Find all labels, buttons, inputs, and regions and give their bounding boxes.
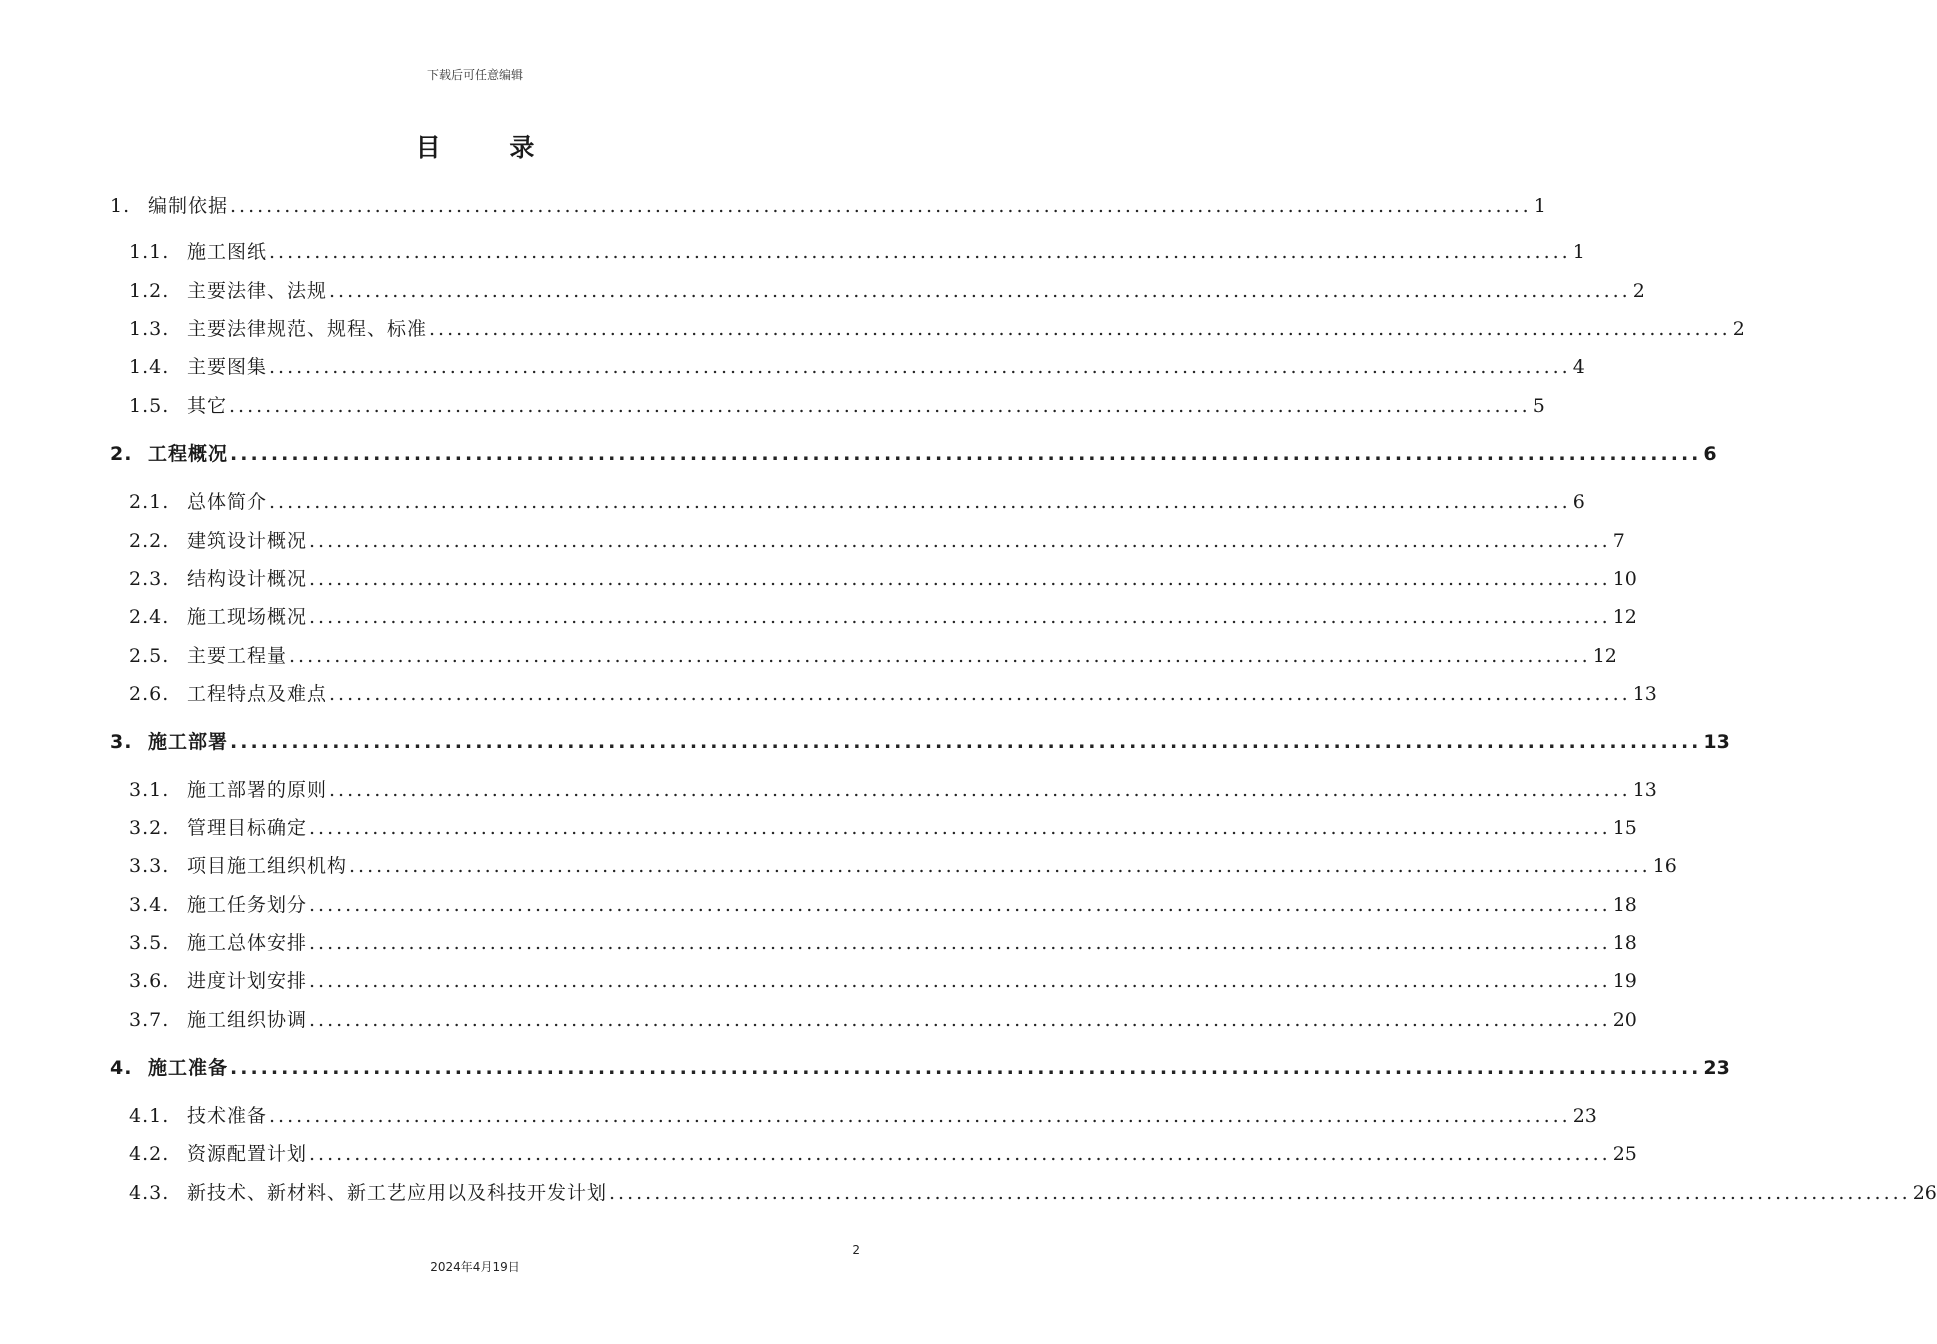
toc-entry[interactable] <box>129 277 1645 305</box>
toc-entry-title: 工程特点及难点 <box>187 683 328 705</box>
toc-entry-page: 19 <box>1612 970 1637 992</box>
toc-entry[interactable] <box>110 192 1546 220</box>
toc-entry-title: 施工部署的原则 <box>187 779 328 801</box>
toc-entry-title: 编制依据 <box>148 195 229 217</box>
toc-entry-number: 2.4. <box>129 606 170 628</box>
toc-entry-title: 施工组织协调 <box>187 1009 308 1031</box>
toc-entry-leader: ................................................................................................................................................ <box>429 318 1731 340</box>
toc-entry-page: 20 <box>1612 1009 1637 1031</box>
toc-entry[interactable] <box>129 392 1545 420</box>
toc-entry-number: 1.5. <box>129 395 170 417</box>
toc-entry[interactable] <box>129 776 1657 804</box>
toc-entry[interactable] <box>129 1179 1937 1207</box>
toc-entry-number: 1.1. <box>129 241 170 263</box>
toc-entry-number: 1.4. <box>129 356 170 378</box>
toc-entry-leader: ................................................................................................................................................ <box>349 855 1651 877</box>
toc-entry-leader: ................................................................................................................................................ <box>329 779 1631 801</box>
toc-title: 目 录 <box>415 133 565 162</box>
toc-entry[interactable] <box>129 315 1745 343</box>
toc-entry[interactable] <box>129 1140 1637 1168</box>
toc-entry-number: 3.1. <box>129 779 170 801</box>
toc-entry-leader: ................................................................................................................................................ <box>309 530 1611 552</box>
toc-entry-title: 施工总体安排 <box>187 932 308 954</box>
toc-entry-title: 施工任务划分 <box>187 894 308 916</box>
toc-entry-number: 4. <box>110 1057 133 1079</box>
toc-entry-leader: ................................................................................................................................................ <box>309 817 1611 839</box>
toc-entry-title: 项目施工组织机构 <box>187 855 348 877</box>
toc-entry[interactable] <box>129 642 1617 670</box>
toc-entry-page: 1 <box>1533 195 1546 217</box>
toc-entry-number: 3. <box>110 731 133 753</box>
toc-entry-leader: ................................................................................................................................................ <box>309 932 1611 954</box>
toc-entry-leader: ................................................................................................................................................ <box>229 395 1531 417</box>
toc-entry-page: 6 <box>1703 443 1717 465</box>
toc-entry-title: 新技术、新材料、新工艺应用以及科技开发计划 <box>187 1182 608 1204</box>
toc-entry-title: 主要工程量 <box>187 645 288 667</box>
toc-entry-title: 主要法律、法规 <box>187 280 328 302</box>
toc-entry-page: 15 <box>1612 817 1637 839</box>
toc-entry-number: 2.6. <box>129 683 170 705</box>
toc-entry-page: 18 <box>1612 932 1637 954</box>
toc-entry-page: 25 <box>1612 1143 1637 1165</box>
toc-entry[interactable] <box>110 440 1717 468</box>
toc-entry-page: 23 <box>1703 1057 1730 1079</box>
toc-entry-title: 管理目标确定 <box>187 817 308 839</box>
toc-entry-page: 26 <box>1912 1182 1937 1204</box>
toc-entry-page: 12 <box>1612 606 1637 628</box>
toc-entry-page: 4 <box>1572 356 1585 378</box>
toc-entry-title: 主要图集 <box>187 356 268 378</box>
toc-entry-title: 工程概况 <box>148 443 229 465</box>
toc-entry-number: 3.5. <box>129 932 170 954</box>
toc-entry[interactable] <box>110 728 1730 756</box>
toc-entry[interactable] <box>129 814 1637 842</box>
toc-entry-page: 2 <box>1732 318 1745 340</box>
toc-entry-number: 4.2. <box>129 1143 170 1165</box>
toc-entry-page: 13 <box>1632 683 1657 705</box>
toc-entry-leader: ................................................................................................................................................ <box>609 1182 1911 1204</box>
toc-entry-page: 13 <box>1703 731 1730 753</box>
toc-entry-leader: ................................................................................................................................................ <box>269 241 1571 263</box>
toc-entry-number: 3.6. <box>129 970 170 992</box>
toc-entry-title: 资源配置计划 <box>187 1143 308 1165</box>
toc-entry[interactable] <box>129 1006 1637 1034</box>
header-note: 下载后可任意编辑 <box>426 68 523 82</box>
toc-entry-page: 2 <box>1632 280 1645 302</box>
toc-entry-leader: ................................................................................................................................................ <box>230 195 1532 217</box>
toc-entry[interactable] <box>129 852 1677 880</box>
footer-date: 2024年4月19日 <box>430 1260 520 1274</box>
toc-entry-page: 5 <box>1532 395 1545 417</box>
toc-entry-title: 技术准备 <box>187 1105 268 1127</box>
toc-entry-title: 施工图纸 <box>187 241 268 263</box>
toc-entry-leader: ................................................................................................................................................ <box>309 894 1611 916</box>
toc-entry-number: 4.1. <box>129 1105 170 1127</box>
toc-entry-title: 进度计划安排 <box>187 970 308 992</box>
toc-entry-title: 其它 <box>187 395 228 417</box>
toc-entry[interactable] <box>129 1102 1597 1130</box>
toc-entry-number: 2.5. <box>129 645 170 667</box>
toc-entry-title: 总体简介 <box>187 491 268 513</box>
toc-entry-number: 2.3. <box>129 568 170 590</box>
toc-entry-title: 施工部署 <box>148 731 229 753</box>
toc-entry[interactable] <box>129 238 1585 266</box>
toc-entry-page: 6 <box>1572 491 1585 513</box>
toc-entry[interactable] <box>129 353 1585 381</box>
toc-entry-number: 3.7. <box>129 1009 170 1031</box>
toc-entry-leader: ................................................................................................................................................ <box>309 568 1611 590</box>
toc-entry-title: 施工现场概况 <box>187 606 308 628</box>
toc-entry-page: 7 <box>1612 530 1625 552</box>
page-number: 2 <box>852 1243 860 1257</box>
toc-entry-page: 23 <box>1572 1105 1597 1127</box>
toc-entry-leader: ................................................................................................................................................ <box>329 280 1631 302</box>
toc-entry-leader: ................................................................................................................................................ <box>230 1057 1702 1079</box>
toc-entry-page: 1 <box>1572 241 1585 263</box>
toc-entry-title: 结构设计概况 <box>187 568 308 590</box>
toc-entry-page: 13 <box>1632 779 1657 801</box>
toc-entry-leader: ................................................................................................................................................ <box>289 645 1591 667</box>
toc-entry-number: 1. <box>110 195 131 217</box>
toc-entry-leader: ................................................................................................................................................ <box>309 1009 1611 1031</box>
toc-entry-number: 3.4. <box>129 894 170 916</box>
toc-entry-leader: ................................................................................................................................................ <box>309 970 1611 992</box>
toc-entry-page: 10 <box>1612 568 1637 590</box>
toc-entry-number: 3.3. <box>129 855 170 877</box>
toc-entry-leader: ................................................................................................................................................ <box>230 731 1702 753</box>
toc-entry-leader: ................................................................................................................................................ <box>269 356 1571 378</box>
toc-entry[interactable] <box>129 891 1637 919</box>
toc-entry-page: 12 <box>1592 645 1617 667</box>
toc-entry-leader: ................................................................................................................................................ <box>309 1143 1611 1165</box>
toc-entry[interactable] <box>129 967 1637 995</box>
toc-entry-page: 18 <box>1612 894 1637 916</box>
toc-entry-title: 主要法律规范、规程、标准 <box>187 318 428 340</box>
toc-entry-title: 施工准备 <box>148 1057 229 1079</box>
toc-entry[interactable] <box>129 527 1625 555</box>
toc-entry-number: 2. <box>110 443 133 465</box>
toc-entry-number: 3.2. <box>129 817 170 839</box>
toc-entry-number: 2.2. <box>129 530 170 552</box>
toc-entry[interactable] <box>129 603 1637 631</box>
toc-entry-title: 建筑设计概况 <box>187 530 308 552</box>
toc-entry[interactable] <box>129 929 1637 957</box>
toc-entry-leader: ................................................................................................................................................ <box>329 683 1631 705</box>
toc-entry-number: 4.3. <box>129 1182 170 1204</box>
toc-entry[interactable] <box>110 1054 1730 1082</box>
toc-entry-leader: ................................................................................................................................................ <box>309 606 1611 628</box>
toc-entry[interactable] <box>129 488 1585 516</box>
toc-entry[interactable] <box>129 565 1637 593</box>
toc-entry-number: 1.3. <box>129 318 170 340</box>
toc-entry-leader: ................................................................................................................................................ <box>269 491 1571 513</box>
toc-entry-leader: ................................................................................................................................................ <box>269 1105 1571 1127</box>
toc-entry-page: 16 <box>1652 855 1677 877</box>
toc-entry-leader: ................................................................................................................................................ <box>230 443 1702 465</box>
toc-entry-number: 2.1. <box>129 491 170 513</box>
toc-entry-number: 1.2. <box>129 280 170 302</box>
toc-entry[interactable] <box>129 680 1657 708</box>
